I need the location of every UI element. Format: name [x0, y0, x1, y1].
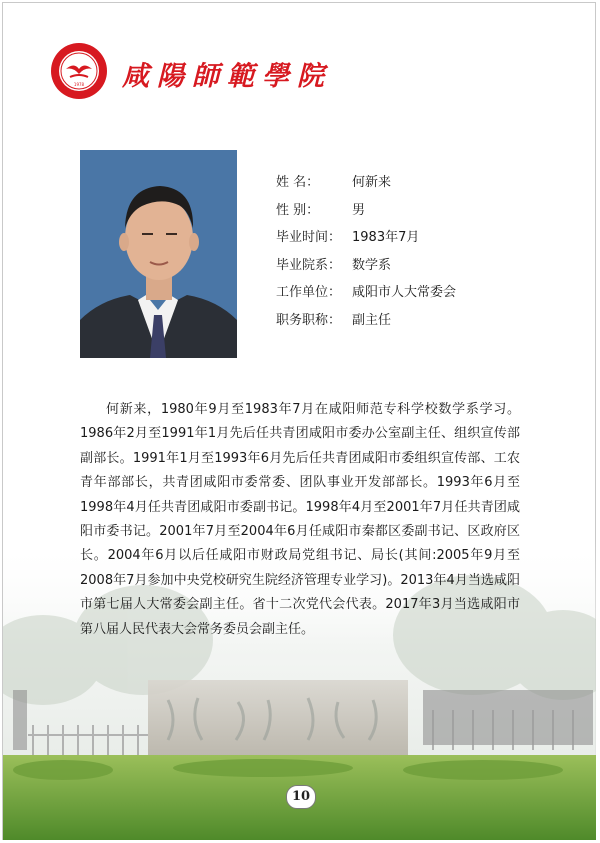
employer-value: 咸阳市人大常委会	[352, 285, 457, 300]
position-label: 职务职称：	[276, 312, 342, 328]
info-row-employer	[276, 284, 456, 312]
info-row-gender	[276, 202, 456, 230]
name-value: 何新来	[352, 175, 392, 190]
biography-text: 何新来，1980年9月至1983年7月在咸阳师范专科学校数学系学习。1986年2月至1991年1月先后任共青团咸阳市委办公室副主任、组织宣传部副部长。1991年1月至1993年6月先后任共青团咸阳市委组织宣传部、工农青年部部长，共青团咸阳市委常委、团队事业开发部部长。1993年6月至1998年4月任共青团咸阳市委副书记。1998年4月至2001年7月任共青团咸阳市委书记。2001年7月至2004年6月任咸阳市秦都区委副书记、区政府区长。2004年6月以后任咸阳市财政局党组书记、局长(其间:2005年9月至2008年7月参加中央党校研究生院经济管理专业学习)。2013年4月当选咸阳市第七届人大常委会副主任。省十二次党代会代表。2017年3月当选咸阳市第八届人民代表大会常务委员会副主任。	[80, 402, 520, 637]
info-row-name	[276, 174, 456, 202]
graduation-date-value: 1983年7月	[352, 230, 420, 245]
page-number: 10	[286, 785, 316, 809]
info-row-position	[276, 312, 456, 340]
gender-label: 性 别：	[276, 202, 320, 218]
department-value: 数学系	[352, 257, 392, 273]
header	[50, 42, 450, 102]
department-label: 毕业院系：	[276, 257, 342, 273]
portrait-photo	[80, 150, 237, 358]
gender-value: 男	[352, 202, 366, 218]
info-row-department	[276, 257, 456, 285]
employer-label: 工作单位：	[276, 285, 342, 300]
logo-year: 1978	[73, 82, 85, 87]
profile-info	[276, 174, 456, 339]
school-logo-icon	[50, 42, 108, 100]
graduation-date-label: 毕业时间：	[276, 230, 342, 245]
school-name: 咸陽師範學院	[122, 61, 332, 92]
name-label: 姓 名：	[276, 175, 320, 190]
info-row-graduation-date	[276, 229, 456, 257]
position-value: 副主任	[352, 312, 392, 328]
